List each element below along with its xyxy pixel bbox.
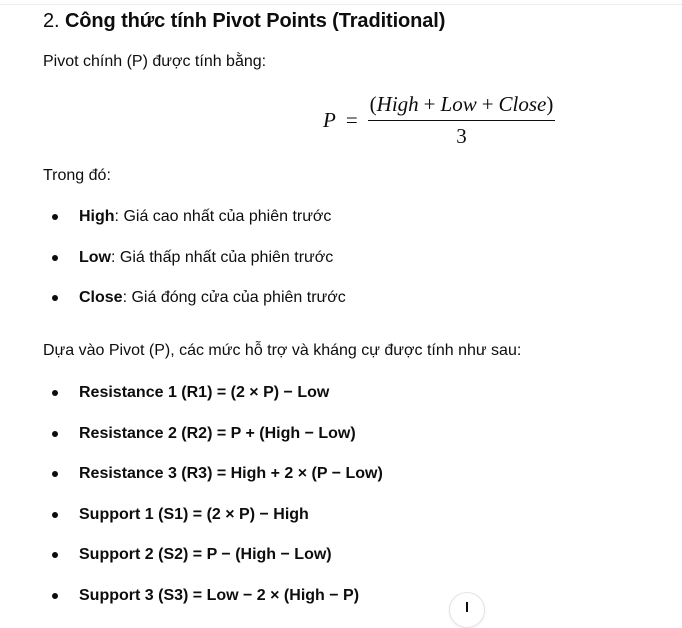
bullet-icon (52, 295, 58, 301)
formula-denominator: 3 (456, 124, 467, 148)
where-label: Trong đó: (43, 167, 111, 184)
bullet-icon (52, 471, 58, 477)
formula-fraction (368, 92, 556, 149)
list-item: High: Giá cao nhất của phiên trước (43, 206, 346, 247)
arrow-down-icon (466, 602, 468, 612)
formula-lhs: P (323, 108, 336, 132)
section-heading (43, 10, 445, 33)
list-item: Support 1 (S1) = (2 × P) − High (43, 504, 383, 545)
list-item: Support 3 (S3) = Low − 2 × (High − P) (43, 585, 383, 626)
bullet-icon (52, 431, 58, 437)
list-item: Low: Giá thấp nhất của phiên trước (43, 247, 346, 288)
section-title: Công thức tính Pivot Points (Traditional) (64, 10, 446, 32)
bullet-icon (52, 552, 58, 558)
list-item: Resistance 3 (R3) = High + 2 × (P − Low) (43, 463, 383, 504)
bullet-icon (52, 593, 58, 599)
bullet-icon (52, 255, 58, 261)
top-divider (0, 0, 682, 5)
levels-list (43, 382, 383, 625)
list-item: Close: Giá đóng cửa của phiên trước (43, 287, 346, 328)
bullet-icon (52, 512, 58, 518)
section-number: 2. (43, 10, 60, 32)
formula-numerator: (High + Low + Close) (368, 92, 556, 121)
pivot-formula (323, 92, 555, 149)
definitions-list (43, 206, 346, 328)
bullet-icon (52, 214, 58, 220)
bullet-icon (52, 390, 58, 396)
list-item: Resistance 1 (R1) = (2 × P) − Low (43, 382, 383, 423)
list-item: Support 2 (S2) = P − (High − Low) (43, 544, 383, 585)
levels-intro: Dựa vào Pivot (P), các mức hỗ trợ và kháng cự được tính như sau: (43, 342, 522, 359)
formula-equals: = (345, 108, 358, 132)
list-item: Resistance 2 (R2) = P + (High − Low) (43, 423, 383, 464)
scroll-to-bottom-button[interactable] (449, 592, 485, 628)
intro-text: Pivot chính (P) được tính bằng: (43, 53, 267, 70)
